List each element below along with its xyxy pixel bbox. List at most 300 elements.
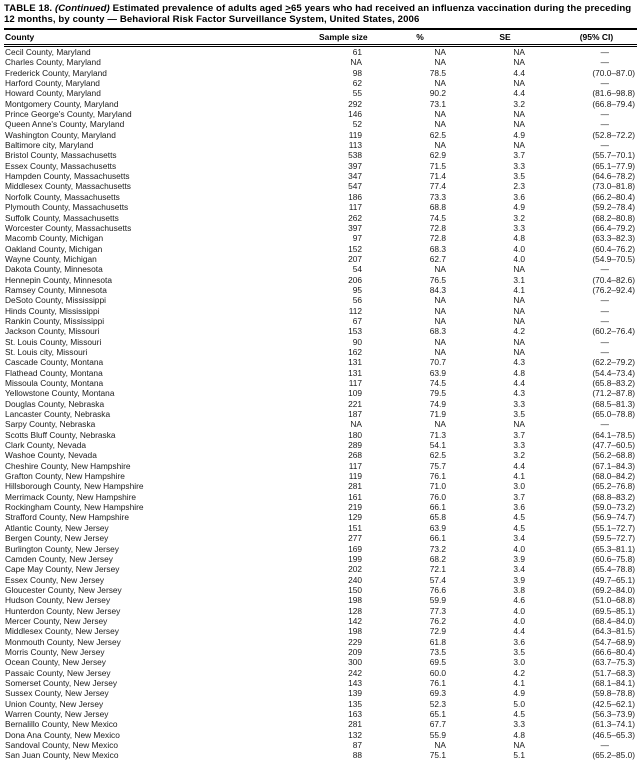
ci-cell: —	[600, 47, 609, 57]
sample-size-cell: 112	[348, 305, 362, 316]
ci-cell: (59.5–72.7)	[592, 533, 635, 544]
ci-cell: —	[600, 315, 609, 326]
table-row	[4, 57, 637, 67]
sample-size-cell: 219	[348, 502, 362, 513]
table-row	[4, 192, 637, 202]
sample-size-cell: NA	[350, 57, 362, 68]
se-cell: 3.9	[513, 574, 525, 585]
ci-cell: (49.7–65.1)	[592, 574, 635, 585]
percent-cell: 63.9	[429, 522, 446, 533]
percent-cell: 62.9	[429, 150, 446, 161]
sample-size-cell: 262	[348, 212, 362, 223]
county-cell: Hunterdon County, New Jersey	[5, 605, 121, 616]
sample-size-cell: 163	[348, 709, 362, 719]
ci-cell: (59.0–73.2)	[592, 502, 635, 513]
se-cell: 4.1	[513, 471, 525, 482]
county-cell: Frederick County, Maryland	[5, 67, 107, 78]
table-row	[4, 564, 637, 574]
table-row	[4, 181, 637, 191]
county-cell: Ramsey County, Minnesota	[5, 284, 107, 295]
se-cell: 3.5	[513, 409, 525, 420]
se-cell: 4.4	[513, 460, 525, 471]
percent-cell: 90.2	[429, 88, 446, 99]
ci-cell: (46.5–65.3)	[592, 729, 635, 740]
se-cell: NA	[513, 315, 525, 326]
sample-size-cell: 292	[348, 98, 362, 109]
se-cell: NA	[513, 336, 525, 347]
sample-size-cell: 55	[352, 88, 362, 99]
ci-cell: (73.0–81.8)	[592, 181, 635, 192]
county-cell: Gloucester County, New Jersey	[5, 584, 122, 595]
percent-cell: 73.3	[429, 191, 446, 202]
ci-cell: (65.8–83.2)	[592, 378, 635, 388]
ci-cell: (68.5–81.3)	[592, 398, 635, 409]
county-cell: Warren County, New Jersey	[5, 709, 109, 719]
se-cell: NA	[513, 346, 525, 357]
percent-cell: NA	[434, 295, 446, 306]
percent-cell: 68.8	[429, 202, 446, 213]
percent-cell: 75.1	[429, 750, 446, 761]
table-row	[4, 595, 637, 605]
county-cell: Montgomery County, Maryland	[5, 98, 119, 109]
sample-size-cell: 129	[348, 512, 362, 523]
column-header-county: County	[4, 29, 319, 46]
ci-cell: (55.1–72.7)	[592, 522, 635, 533]
table-row	[4, 109, 637, 119]
percent-cell: 74.5	[429, 212, 446, 223]
sample-size-cell: 268	[348, 450, 362, 461]
table-label: TABLE 18.	[4, 3, 53, 14]
sample-size-cell: 198	[348, 595, 362, 606]
ci-cell: (68.1–84.1)	[592, 677, 635, 688]
sample-size-cell: 131	[348, 357, 362, 368]
ci-cell: —	[600, 140, 609, 151]
column-header-se: SE	[449, 29, 531, 46]
se-cell: 4.2	[513, 667, 525, 678]
se-cell: NA	[513, 264, 525, 275]
table-title-text-a: Estimated prevalence of adults aged	[112, 3, 286, 14]
se-cell: 4.0	[513, 253, 525, 264]
ci-cell: (59.8–78.8)	[592, 688, 635, 699]
percent-cell: 71.9	[429, 409, 446, 420]
county-cell: Oakland County, Michigan	[5, 243, 103, 254]
sample-size-cell: 119	[348, 129, 362, 140]
table-row	[4, 88, 637, 98]
ci-cell: (71.2–87.8)	[592, 388, 635, 399]
sample-size-cell: 128	[348, 605, 362, 616]
ci-cell: (69.2–84.0)	[592, 584, 635, 595]
county-cell: Ocean County, New Jersey	[5, 657, 106, 668]
percent-cell: 55.9	[429, 729, 446, 740]
ci-cell: (70.4–82.6)	[592, 274, 635, 285]
percent-cell: 73.1	[429, 98, 446, 109]
se-cell: 4.0	[513, 605, 525, 616]
se-cell: 3.7	[513, 150, 525, 161]
se-cell: 4.8	[513, 729, 525, 740]
se-cell: 3.5	[513, 171, 525, 182]
se-cell: NA	[513, 119, 525, 130]
county-cell: Strafford County, New Hampshire	[5, 512, 129, 523]
percent-cell: 69.3	[429, 688, 446, 699]
ci-cell: (65.3–81.1)	[592, 543, 635, 554]
table-row	[4, 171, 637, 181]
county-cell: Plymouth County, Massachusetts	[5, 202, 129, 213]
sample-size-cell: 54	[352, 264, 362, 275]
percent-cell: NA	[434, 109, 446, 120]
table-row	[4, 430, 637, 440]
sample-size-cell: 187	[348, 409, 362, 420]
se-cell: 4.3	[513, 388, 525, 399]
sample-size-cell: 87	[352, 740, 362, 751]
sample-size-cell: 151	[348, 522, 362, 533]
table-row	[4, 440, 637, 450]
ci-cell: (52.8–72.2)	[592, 129, 635, 140]
table-row	[4, 533, 637, 543]
ci-cell: (56.3–73.9)	[592, 709, 635, 719]
table-row	[4, 512, 637, 522]
ci-cell: (66.6–80.4)	[592, 646, 635, 657]
se-cell: 4.8	[513, 233, 525, 244]
county-cell: Sandoval County, New Mexico	[5, 740, 119, 751]
percent-cell: NA	[434, 419, 446, 430]
sample-size-cell: 221	[348, 398, 362, 409]
table-row	[4, 730, 637, 740]
ci-cell: (65.0–78.8)	[592, 409, 635, 420]
sample-size-cell: 152	[348, 243, 362, 254]
county-cell: Cecil County, Maryland	[5, 47, 91, 57]
county-cell: Rankin County, Mississippi	[5, 315, 105, 326]
table-row	[4, 409, 637, 419]
ci-cell: (51.0–68.8)	[592, 595, 635, 606]
sample-size-cell: 131	[348, 367, 362, 378]
se-cell: 2.3	[513, 181, 525, 192]
sample-size-cell: 229	[348, 636, 362, 647]
percent-cell: NA	[434, 140, 446, 151]
percent-cell: 77.4	[429, 181, 446, 192]
se-cell: 3.4	[513, 533, 525, 544]
sample-size-cell: 198	[348, 626, 362, 637]
table-row	[4, 78, 637, 88]
se-cell: 3.3	[513, 160, 525, 171]
table-row	[4, 264, 637, 274]
percent-cell: NA	[434, 47, 446, 57]
se-cell: 4.9	[513, 688, 525, 699]
sample-size-cell: 52	[352, 119, 362, 130]
table-row	[4, 99, 637, 109]
ci-cell: (47.7–60.5)	[592, 440, 635, 451]
ci-cell: (68.2–80.8)	[592, 212, 635, 223]
county-cell: Howard County, Maryland	[5, 88, 101, 99]
ci-cell: (67.1–84.3)	[592, 460, 635, 471]
ci-cell: —	[600, 740, 609, 751]
percent-cell: 74.9	[429, 398, 446, 409]
table-header	[4, 29, 637, 46]
table-row	[4, 347, 637, 357]
county-cell: Sarpy County, Nebraska	[5, 419, 96, 430]
county-cell: Worcester County, Massachusetts	[5, 222, 132, 233]
ci-cell: (68.4–84.0)	[592, 615, 635, 626]
percent-cell: 72.8	[429, 222, 446, 233]
county-cell: Norfolk County, Massachusetts	[5, 191, 120, 202]
table-row	[4, 709, 637, 719]
table-row	[4, 295, 637, 305]
table-row	[4, 616, 637, 626]
table-row	[4, 523, 637, 533]
ci-cell: —	[600, 346, 609, 357]
table-row	[4, 461, 637, 471]
county-cell: San Juan County, New Mexico	[5, 750, 119, 761]
county-cell: Jackson County, Missouri	[5, 326, 100, 337]
se-cell: 5.1	[513, 750, 525, 761]
percent-cell: 65.1	[429, 709, 446, 719]
table-row	[4, 326, 637, 336]
county-cell: Grafton County, New Hampshire	[5, 471, 125, 482]
se-cell: NA	[513, 57, 525, 68]
table-row	[4, 606, 637, 616]
table-row	[4, 368, 637, 378]
se-cell: NA	[513, 740, 525, 751]
percent-cell: 76.6	[429, 584, 446, 595]
ci-cell: —	[600, 109, 609, 120]
ci-cell: —	[600, 419, 609, 430]
percent-cell: NA	[434, 346, 446, 357]
table-row	[4, 740, 637, 750]
se-cell: 3.6	[513, 502, 525, 513]
se-cell: 3.0	[513, 657, 525, 668]
ci-cell: —	[600, 78, 609, 89]
ci-cell: (51.7–68.3)	[592, 667, 635, 678]
county-cell: Union County, New Jersey	[5, 698, 104, 709]
county-cell: Sussex County, New Jersey	[5, 688, 109, 699]
se-cell: 3.3	[513, 222, 525, 233]
sample-size-cell: 202	[348, 564, 362, 575]
ci-cell: (60.2–76.4)	[592, 326, 635, 337]
ci-cell: —	[600, 57, 609, 68]
table-header-row	[4, 29, 637, 46]
percent-cell: 68.3	[429, 243, 446, 254]
column-header-sample-size: Sample size	[319, 29, 371, 46]
sample-size-cell: 117	[348, 460, 362, 471]
county-cell: Baltimore city, Maryland	[5, 140, 94, 151]
sample-size-cell: 242	[348, 667, 362, 678]
county-cell: Washington County, Maryland	[5, 129, 116, 140]
se-cell: 4.0	[513, 615, 525, 626]
table-row	[4, 119, 637, 129]
percent-cell: 69.5	[429, 657, 446, 668]
table-row	[4, 626, 637, 636]
sample-size-cell: 153	[348, 326, 362, 337]
ci-cell: (81.6–98.8)	[592, 88, 635, 99]
se-cell: 4.0	[513, 243, 525, 254]
ci-cell: (66.4–79.2)	[592, 222, 635, 233]
se-cell: 4.4	[513, 88, 525, 99]
percent-cell: NA	[434, 315, 446, 326]
se-cell: 4.4	[513, 626, 525, 637]
table-row	[4, 46, 637, 58]
table-row	[4, 399, 637, 409]
table-row	[4, 233, 637, 243]
percent-cell: NA	[434, 305, 446, 316]
county-cell: Harford County, Maryland	[5, 78, 100, 89]
table-row	[4, 471, 637, 481]
ci-cell: (60.6–75.8)	[592, 553, 635, 564]
percent-cell: 72.8	[429, 233, 446, 244]
county-cell: Morris County, New Jersey	[5, 646, 105, 657]
se-cell: NA	[513, 47, 525, 57]
sample-size-cell: 113	[348, 140, 362, 151]
county-cell: Mercer County, New Jersey	[5, 615, 108, 626]
se-cell: 4.5	[513, 709, 525, 719]
percent-cell: 72.9	[429, 626, 446, 637]
sample-size-cell: 397	[348, 160, 362, 171]
county-cell: Middlesex County, New Jersey	[5, 626, 119, 637]
sample-size-cell: 95	[352, 284, 362, 295]
se-cell: 3.3	[513, 440, 525, 451]
table-row	[4, 68, 637, 78]
se-cell: 4.1	[513, 284, 525, 295]
se-cell: 4.6	[513, 595, 525, 606]
se-cell: NA	[513, 295, 525, 306]
table-row	[4, 140, 637, 150]
sample-size-cell: 206	[348, 274, 362, 285]
county-cell: Dona Ana County, New Mexico	[5, 729, 120, 740]
sample-size-cell: 150	[348, 584, 362, 595]
se-cell: 3.2	[513, 98, 525, 109]
percent-cell: 57.4	[429, 574, 446, 585]
sample-size-cell: 119	[348, 471, 362, 482]
ci-cell: (66.8–79.4)	[592, 98, 635, 109]
ci-cell: —	[600, 305, 609, 316]
ci-cell: (54.7–68.9)	[592, 636, 635, 647]
percent-cell: 62.5	[429, 450, 446, 461]
sample-size-cell: 109	[348, 388, 362, 399]
percent-cell: NA	[434, 336, 446, 347]
se-cell: 3.2	[513, 212, 525, 223]
percent-cell: 59.9	[429, 595, 446, 606]
county-cell: Atlantic County, New Jersey	[5, 522, 109, 533]
sample-size-cell: 162	[348, 346, 362, 357]
prevalence-table	[4, 28, 637, 761]
se-cell: 4.4	[513, 378, 525, 388]
percent-cell: 71.5	[429, 160, 446, 171]
county-cell: Middlesex County, Massachusetts	[5, 181, 131, 192]
se-cell: 3.0	[513, 481, 525, 492]
percent-cell: 72.1	[429, 564, 446, 575]
percent-cell: 68.3	[429, 326, 446, 337]
sample-size-cell: 143	[348, 677, 362, 688]
sample-size-cell: 300	[348, 657, 362, 668]
table-row	[4, 668, 637, 678]
sample-size-cell: 98	[352, 67, 362, 78]
table-row	[4, 647, 637, 657]
sample-size-cell: 240	[348, 574, 362, 585]
ci-cell: (65.1–77.9)	[592, 160, 635, 171]
table-row	[4, 388, 637, 398]
percent-cell: 61.8	[429, 636, 446, 647]
ci-cell: —	[600, 336, 609, 347]
ci-cell: (64.1–78.5)	[592, 429, 635, 440]
percent-cell: 73.5	[429, 646, 446, 657]
percent-cell: 67.7	[429, 719, 446, 730]
county-cell: Yellowstone County, Montana	[5, 388, 115, 399]
table-row	[4, 688, 637, 698]
se-cell: NA	[513, 140, 525, 151]
table-row	[4, 223, 637, 233]
percent-cell: 73.2	[429, 543, 446, 554]
ci-cell: (54.9–70.5)	[592, 253, 635, 264]
county-cell: Somerset County, New Jersey	[5, 677, 118, 688]
ci-cell: (70.0–87.0)	[592, 67, 635, 78]
se-cell: 4.9	[513, 129, 525, 140]
se-cell: 3.6	[513, 636, 525, 647]
county-cell: Hillsborough County, New Hampshire	[5, 481, 144, 492]
ci-cell: (66.2–80.4)	[592, 191, 635, 202]
ci-cell: (61.3–74.1)	[592, 719, 635, 730]
percent-cell: 71.0	[429, 481, 446, 492]
ci-cell: —	[600, 295, 609, 306]
ci-cell: (65.2–85.0)	[592, 750, 635, 761]
se-cell: 3.7	[513, 429, 525, 440]
se-cell: NA	[513, 78, 525, 89]
county-cell: Camden County, New Jersey	[5, 553, 113, 564]
se-cell: NA	[513, 109, 525, 120]
percent-cell: 76.5	[429, 274, 446, 285]
percent-cell: 76.2	[429, 615, 446, 626]
table-row	[4, 254, 637, 264]
county-cell: Hampden County, Massachusetts	[5, 171, 130, 182]
sample-size-cell: 117	[348, 378, 362, 388]
table-row	[4, 544, 637, 554]
county-cell: Bernalillo County, New Mexico	[5, 719, 118, 730]
table-continued-label: (Continued)	[54, 3, 110, 14]
percent-cell: 68.2	[429, 553, 446, 564]
sample-size-cell: 547	[348, 181, 362, 192]
county-cell: DeSoto County, Mississippi	[5, 295, 106, 306]
ci-cell: (63.3–82.3)	[592, 233, 635, 244]
ci-cell: (68.0–84.2)	[592, 471, 635, 482]
table-row	[4, 502, 637, 512]
ci-cell: (59.2–78.4)	[592, 202, 635, 213]
table-row	[4, 699, 637, 709]
percent-cell: NA	[434, 264, 446, 275]
se-cell: 3.6	[513, 191, 525, 202]
sample-size-cell: 61	[352, 47, 362, 57]
table-row	[4, 492, 637, 502]
county-cell: Monmouth County, New Jersey	[5, 636, 121, 647]
percent-cell: 76.0	[429, 491, 446, 502]
sample-size-cell: 397	[348, 222, 362, 233]
percent-cell: 74.5	[429, 378, 446, 388]
table-row	[4, 213, 637, 223]
geq-symbol: >	[285, 3, 291, 14]
se-cell: 4.8	[513, 367, 525, 378]
ci-cell: (56.9–74.7)	[592, 512, 635, 523]
county-cell: Bristol County, Massachusetts	[5, 150, 117, 161]
percent-cell: 71.3	[429, 429, 446, 440]
county-cell: Rockingham County, New Hampshire	[5, 502, 144, 513]
ci-cell: —	[600, 119, 609, 130]
county-cell: Essex County, New Jersey	[5, 574, 105, 585]
table-row	[4, 678, 637, 688]
county-cell: Suffolk County, Massachusetts	[5, 212, 119, 223]
sample-size-cell: 347	[348, 171, 362, 182]
percent-cell: 62.7	[429, 253, 446, 264]
column-header-percent: %	[371, 29, 449, 46]
table-row	[4, 419, 637, 429]
table-title-text-b: 65 years who had received an influenza vaccination during the preceding 12 months, by county — Behavioral Risk Factor Surveillance System, United States, 2006	[4, 3, 632, 25]
table-row	[4, 750, 637, 760]
percent-cell: 63.9	[429, 367, 446, 378]
